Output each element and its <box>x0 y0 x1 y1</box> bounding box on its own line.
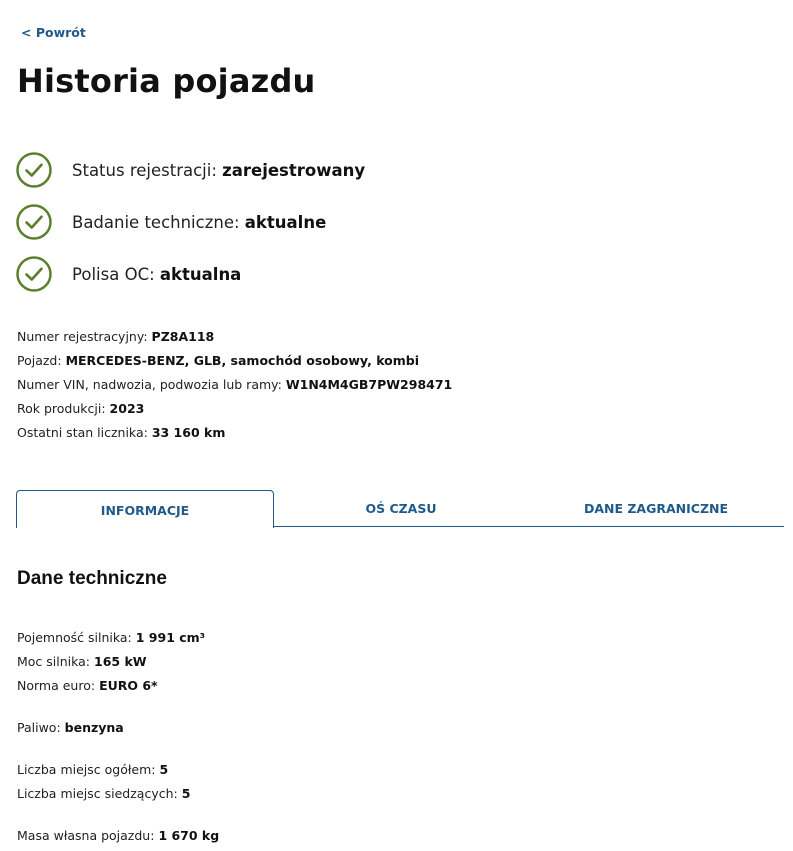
status-registration <box>16 152 716 188</box>
info-value: 33 160 km <box>151 425 226 440</box>
vehicle-mass <box>17 827 219 851</box>
info-value: PZ8A118 <box>151 329 215 344</box>
tech-label: Masa własna pojazdu: <box>17 828 155 843</box>
registration-number <box>17 328 452 352</box>
tech-value: benzyna <box>64 720 124 735</box>
status-list <box>16 152 716 308</box>
status-insurance-text <box>72 265 241 284</box>
fuel-type <box>17 719 219 743</box>
tech-value: 1 991 cm³ <box>135 630 206 645</box>
status-label: Status rejestracji: <box>72 160 217 180</box>
seats-total <box>17 761 219 785</box>
tab-os-czasu[interactable]: OŚ CZASU <box>365 501 437 516</box>
tab-bar <box>16 490 784 528</box>
section-title: Dane techniczne <box>17 568 167 589</box>
tech-label: Paliwo: <box>17 720 61 735</box>
status-inspection <box>16 204 716 240</box>
info-label: Numer rejestracyjny: <box>17 329 148 344</box>
euro-norm <box>17 677 219 701</box>
tech-label: Moc silnika: <box>17 654 91 669</box>
tech-value: 5 <box>159 762 169 777</box>
info-label: Rok produkcji: <box>17 401 106 416</box>
info-label: Pojazd: <box>17 353 62 368</box>
tech-value: 165 kW <box>94 654 147 669</box>
spacer <box>17 809 219 827</box>
info-value: 2023 <box>109 401 145 416</box>
status-label: Badanie techniczne: <box>72 212 240 232</box>
engine-power <box>17 653 219 677</box>
check-circle-icon <box>16 256 52 292</box>
check-circle-icon <box>16 152 52 188</box>
status-value: zarejestrowany <box>222 160 366 180</box>
status-value: aktualna <box>159 264 242 284</box>
info-label: Ostatni stan licznika: <box>17 425 148 440</box>
status-label: Polisa OC: <box>72 264 155 284</box>
odometer <box>17 424 452 448</box>
spacer <box>17 743 219 761</box>
vehicle-model <box>17 352 452 376</box>
tech-label: Liczba miejsc ogółem: <box>17 762 156 777</box>
seats-sitting <box>17 785 219 809</box>
back-link[interactable]: < Powrót <box>21 25 86 40</box>
vehicle-info <box>17 328 452 448</box>
spacer <box>17 701 219 719</box>
engine-capacity <box>17 629 219 653</box>
status-value: aktualne <box>244 212 327 232</box>
page-title: Historia pojazdu <box>17 62 316 100</box>
production-year <box>17 400 452 424</box>
technical-data <box>17 629 219 851</box>
tab-dane-zagraniczne[interactable]: DANE ZAGRANICZNE <box>583 501 729 516</box>
info-value: MERCEDES-BENZ, GLB, samochód osobowy, kombi <box>65 353 420 368</box>
status-registration-text <box>72 161 365 180</box>
info-label: Numer VIN, nadwozia, podwozia lub ramy: <box>17 377 282 392</box>
tech-value: EURO 6* <box>99 678 158 693</box>
status-inspection-text <box>72 213 326 232</box>
info-value: W1N4M4GB7PW298471 <box>285 377 453 392</box>
vin-number <box>17 376 452 400</box>
status-insurance <box>16 256 716 292</box>
tech-label: Liczba miejsc siedzących: <box>17 786 178 801</box>
tech-label: Norma euro: <box>17 678 96 693</box>
tab-informacje[interactable]: INFORMACJE <box>16 490 274 528</box>
tech-value: 5 <box>181 786 191 801</box>
tech-value: 1 670 kg <box>158 828 220 843</box>
check-circle-icon <box>16 204 52 240</box>
tech-label: Pojemność silnika: <box>17 630 132 645</box>
